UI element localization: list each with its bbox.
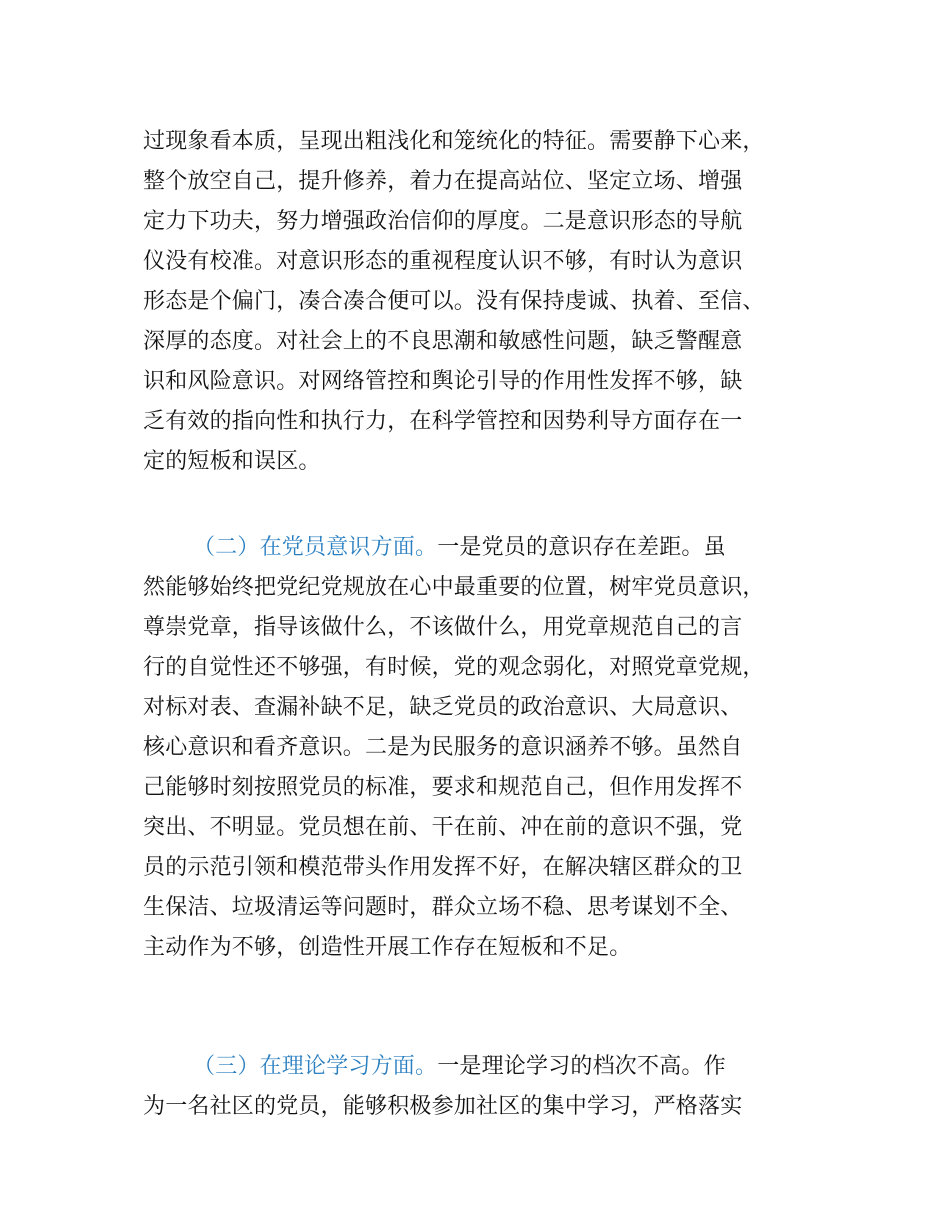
text-line: 仪没有校准。对意识形态的重视程度认识不够，有时认为意识 bbox=[143, 249, 743, 274]
text-line: 尊崇党章，指导该做什么，不该做什么，用党章规范自己的言 bbox=[143, 615, 743, 640]
paragraph-2 bbox=[143, 528, 843, 968]
text-span: 一是理论学习的档次不高。作 bbox=[437, 1054, 726, 1079]
paragraph-first-line bbox=[143, 1047, 843, 1087]
text-line: 为一名社区的党员，能够积极参加社区的集中学习，严格落实 bbox=[143, 1094, 743, 1119]
text-line: 然能够始终把党纪党规放在心中最重要的位置，树牢党员意识， bbox=[143, 575, 765, 600]
text-line: 主动作为不够，创造性开展工作存在短板和不足。 bbox=[143, 935, 632, 960]
section-heading: （三）在理论学习方面。 bbox=[193, 1054, 438, 1079]
text-line: 对标对表、查漏补缺不足，缺乏党员的政治意识、大局意识、 bbox=[143, 695, 743, 720]
text-line: 深厚的态度。对社会上的不良思潮和敏感性问题，缺乏警醒意 bbox=[143, 329, 743, 354]
text-line: 乏有效的指向性和执行力，在科学管控和因势利导方面存在一 bbox=[143, 409, 743, 434]
text-line: 员的示范引领和模范带头作用发挥不好，在解决辖区群众的卫 bbox=[143, 855, 743, 880]
paragraph-3 bbox=[143, 1047, 843, 1127]
text-line: 形态是个偏门，凑合凑合便可以。没有保持虔诚、执着、至信、 bbox=[143, 289, 765, 314]
text-line: 行的自觉性还不够强，有时候，党的观念弱化，对照党章党规， bbox=[143, 655, 765, 680]
text-line: 己能够时刻按照党员的标准，要求和规范自己，但作用发挥不 bbox=[143, 775, 743, 800]
text-line: 整个放空自己，提升修养，着力在提高站位、坚定立场、增强 bbox=[143, 169, 743, 194]
text-span: 一是党员的意识存在差距。虽 bbox=[437, 535, 726, 560]
text-line: 定力下功夫，努力增强政治信仰的厚度。二是意识形态的导航 bbox=[143, 209, 743, 234]
paragraph-1 bbox=[143, 122, 843, 482]
text-line: 突出、不明显。党员想在前、干在前、冲在前的意识不强，党 bbox=[143, 815, 743, 840]
section-heading: （二）在党员意识方面。 bbox=[193, 535, 438, 560]
paragraph-first-line bbox=[143, 528, 843, 568]
text-line: 过现象看本质，呈现出粗浅化和笼统化的特征。需要静下心来， bbox=[143, 129, 765, 154]
text-line: 核心意识和看齐意识。二是为民服务的意识涵养不够。虽然自 bbox=[143, 735, 743, 760]
text-line: 定的短板和误区。 bbox=[143, 449, 321, 474]
text-line: 生保洁、垃圾清运等问题时，群众立场不稳、思考谋划不全、 bbox=[143, 895, 743, 920]
text-line: 识和风险意识。对网络管控和舆论引导的作用性发挥不够，缺 bbox=[143, 369, 743, 394]
